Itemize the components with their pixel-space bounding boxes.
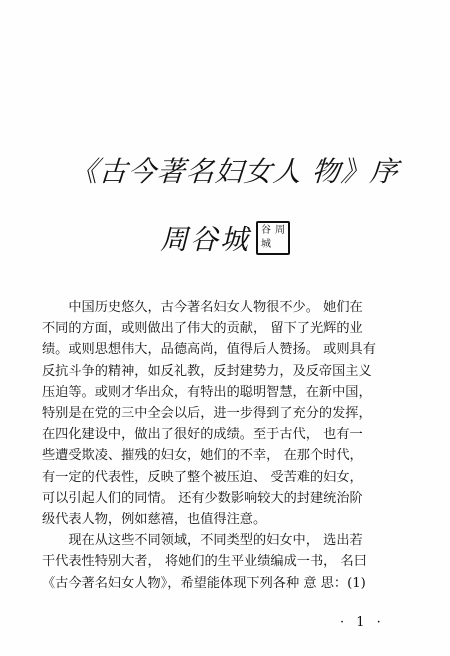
- text-line: 级代表人物，例如慈禧，也值得注意。: [42, 512, 267, 528]
- text-line: 现在从这些不同领域，不同类型的妇女中， 选出若: [42, 533, 363, 549]
- text-line: 特别是在党的三中全会以后，进一步得到了充分的发挥，: [42, 406, 372, 422]
- text-line: 干代表性特别大者， 将她们的生平业绩编成一书， 名曰: [42, 554, 367, 570]
- page-title: 《古今著名妇女人 物》序: [68, 155, 400, 188]
- page-number: · 1 ·: [340, 615, 385, 630]
- text-line: 在四化建设中，做出了很好的成绩。至于古代， 也有一: [42, 427, 363, 443]
- author-seal: [256, 221, 290, 255]
- author-name: 周谷城: [160, 223, 251, 256]
- seal-char: 周: [275, 225, 286, 236]
- author-line: [160, 218, 290, 258]
- text-line: 不同的方面，或则做出了伟大的贡献， 留下了光辉的业: [42, 321, 363, 337]
- text-line: 反抗斗争的精神，如反礼教，反封建势力，及反帝国主义: [42, 363, 372, 379]
- seal-char: 城: [261, 239, 272, 250]
- text-line: 《古今著名妇女人物》，希望能体现下列各种 意 思：(1): [42, 575, 366, 591]
- body-text: [42, 297, 422, 594]
- text-line: 有一定的代表性，反映了整个被压迫、 受苦难的妇女，: [42, 469, 363, 485]
- seal-char: 谷: [261, 225, 272, 236]
- seal-char: [273, 238, 287, 252]
- text-line: 绩。或则思想伟大，品德高尚，值得后人赞扬。 或则具有: [42, 342, 376, 358]
- text-line: 中国历史悠久，古今著名妇女人物很不少。 她们在: [42, 300, 363, 315]
- text-line: 些遭受欺凌、摧残的妇女，她们的不幸， 在那个时代，: [42, 448, 363, 464]
- text-line: 压迫等。或则才华出众，有特出的聪明智慧，在新中国，: [42, 384, 372, 400]
- text-line: 可以引起人们的同情。 还有少数影响较大的封建统治阶: [42, 490, 363, 506]
